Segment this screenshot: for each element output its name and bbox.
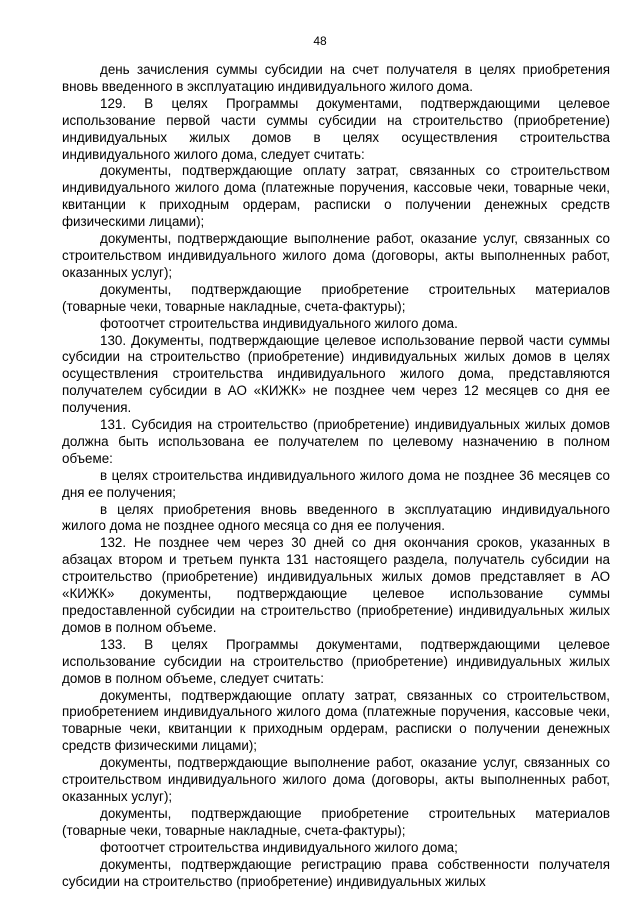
page-number: 48 bbox=[313, 34, 327, 48]
paragraph-129: 129. В целях Программы документами, подтверждающими целевое использование первой части суммы субсидии на строительство (приобретение) индивидуальных жилых домов в целях осуществления строительства индивидуального жилого дома, следует считать: bbox=[62, 95, 610, 162]
document-body bbox=[62, 62, 610, 890]
paragraph-continuation: день зачисления суммы субсидии на счет получателя в целях приобретения вновь введенного в эксплуатацию индивидуального жилого дома. bbox=[62, 62, 610, 94]
list-item-construction-term: в целях строительства индивидуального жилого дома не позднее 36 месяцев со дня ее получения; bbox=[62, 467, 610, 500]
list-item-materials-docs-full: документы, подтверждающие приобретение строительных материалов (товарные чеки, товарные накладные, счета-фактуры); bbox=[62, 805, 610, 838]
list-item-payment-docs: документы, подтверждающие оплату затрат, связанных со строительством индивидуального жилого дома (платежные поручения, кассовые чеки, товарные чеки, квитанции к приходным ордерам, расписки о получении денежных средств физическими лицами); bbox=[62, 163, 610, 230]
paragraph-132: 132. Не позднее чем через 30 дней со дня окончания сроков, указанных в абзацах втором и третьем пункта 131 настоящего раздела, получатель субсидии на строительство (приобретение) индивидуальных жилых домов представляет в АО «КИЖК» документы, подтверждающие целевое использование суммы предоставленной субсидии на строительство (приобретение) индивидуальных жилых домов в полном объеме. bbox=[62, 535, 610, 635]
list-item-materials-docs: документы, подтверждающие приобретение строительных материалов (товарные чеки, товарные накладные, счета-фактуры); bbox=[62, 281, 610, 314]
list-item-photo-report: фотоотчет строительства индивидуального жилого дома. bbox=[100, 315, 458, 331]
paragraph-133: 133. В целях Программы документами, подтверждающими целевое использование субсидии на строительство (приобретение) индивидуальных жилых домов в полном объеме, следует считать: bbox=[62, 636, 610, 686]
list-item-works-docs: документы, подтверждающие выполнение работ, оказание услуг, связанных со строительством индивидуального жилого дома (договоры, акты выполненных работ, оказанных услуг); bbox=[62, 231, 610, 280]
list-item-payment-docs-full: документы, подтверждающие оплату затрат, связанных со строительством, приобретением индивидуального жилого дома (платежные поручения, кассовые чеки, товарные чеки, квитанции к приходным ордерам, расписки о получении денежных средств физическими лицами); bbox=[62, 687, 610, 754]
list-item-photo-report-full: фотоотчет строительства индивидуального жилого дома; bbox=[100, 839, 458, 855]
list-item-purchase-term: в целях приобретения вновь введенного в эксплуатацию индивидуального жилого дома не позднее одного месяца со дня ее получения. bbox=[62, 501, 610, 534]
paragraph-131: 131. Субсидия на строительство (приобретение) индивидуальных жилых домов должна быть использована ее получателем по целевому назначению в полном объеме: bbox=[62, 417, 610, 466]
paragraph-130: 130. Документы, подтверждающие целевое использование первой части суммы субсидии на строительство (приобретение) индивидуальных жилых домов в целях осуществления строительства индивидуального жилого дома, представляются получателем субсидии в АО «КИЖК» не позднее чем через 12 месяцев со дня ее получения. bbox=[62, 332, 610, 416]
list-item-works-docs-full: документы, подтверждающие выполнение работ, оказание услуг, связанных со строительством индивидуального жилого дома (договоры, акты выполненных работ, оказанных услуг); bbox=[62, 755, 610, 804]
list-item-ownership-docs: документы, подтверждающие регистрацию права собственности получателя субсидии на строительство (приобретение) индивидуальных жилых bbox=[62, 856, 610, 889]
